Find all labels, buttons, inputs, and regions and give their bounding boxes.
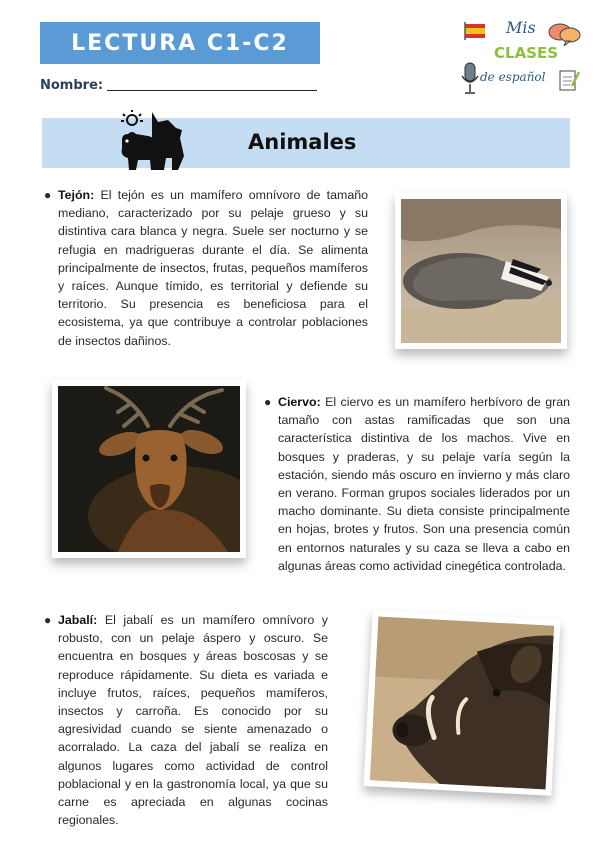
entry-deer-name: Ciervo:	[278, 395, 321, 409]
speech-bubble-icon	[548, 22, 582, 46]
section-title: Animales	[248, 130, 357, 154]
bullet: ●	[264, 395, 272, 409]
name-blank-line	[107, 90, 317, 91]
entry-deer	[264, 393, 570, 575]
deer-photo	[52, 380, 246, 558]
entry-deer-text: El ciervo es un mamífero herbívoro de gran tamaño con astas ramificadas que son una característica distintiva de los machos. Vive en bosques y praderas, y su pelaje varía según la estación, siendo más oscuro en invierno y más claro en verano. Forman grupos sociales liderados por un macho dominante. Su dieta consiste principalmente en hojas, brotes y frutos. Son una presencia común en entornos naturales y su caza se lleva a cabo en algunas áreas como actividad cinegética controlada.	[278, 395, 570, 573]
name-field	[40, 78, 317, 93]
entry-badger-text: El tejón es un mamífero omnívoro de tamaño mediano, caracterizado por su pelaje grueso y su distintiva cara blanca y negra. Suele ser nocturno y se refugia en madrigueras durante el día. Se alimenta principalmente de insectos, frutas, pequeños mamíferos y raíces. Aunque tímido, es territorial y defiende su territorio. Su presencia es beneficiosa para el ecosistema, ya que contribuye a controlar poblaciones de insectos dañinos.	[58, 188, 368, 348]
logo-mis: Mis	[506, 18, 536, 37]
name-label: Nombre:	[40, 78, 104, 93]
logo-espanol: de español	[480, 70, 546, 84]
bullet: ●	[44, 188, 52, 202]
entry-boar-text: El jabalí es un mamífero omnívoro y robusto, con un pelaje áspero y oscuro. Se encuentra en bosques y áreas boscosas y se reproduce rápidamente. Su dieta es variada e incluye frutos, raíces, pequeños mamíferos, insectos y carroña. Es conocido por su agresividad cuando se siente amenazado o acorralado. La caza del jabalí se realiza en algunos lugares como actividad de control poblacional y en la gastronomía local, ya que su carne es apreciada en algunas cocinas regionales.	[58, 613, 328, 828]
bullet: ●	[44, 613, 52, 627]
logo-clases: CLASES	[494, 44, 559, 62]
entry-badger	[44, 186, 368, 350]
entry-boar	[44, 611, 328, 829]
entry-badger-name: Tejón:	[58, 188, 95, 202]
animals-icon	[118, 108, 188, 174]
notepad-icon	[558, 68, 580, 92]
brand-logo	[458, 18, 588, 102]
badger-photo	[395, 193, 567, 349]
spain-flag-icon	[464, 22, 486, 40]
boar-photo	[364, 610, 561, 796]
microphone-icon	[460, 62, 480, 96]
entry-boar-name: Jabalí:	[58, 613, 98, 627]
worksheet-title: LECTURA C1-C2	[40, 22, 320, 64]
